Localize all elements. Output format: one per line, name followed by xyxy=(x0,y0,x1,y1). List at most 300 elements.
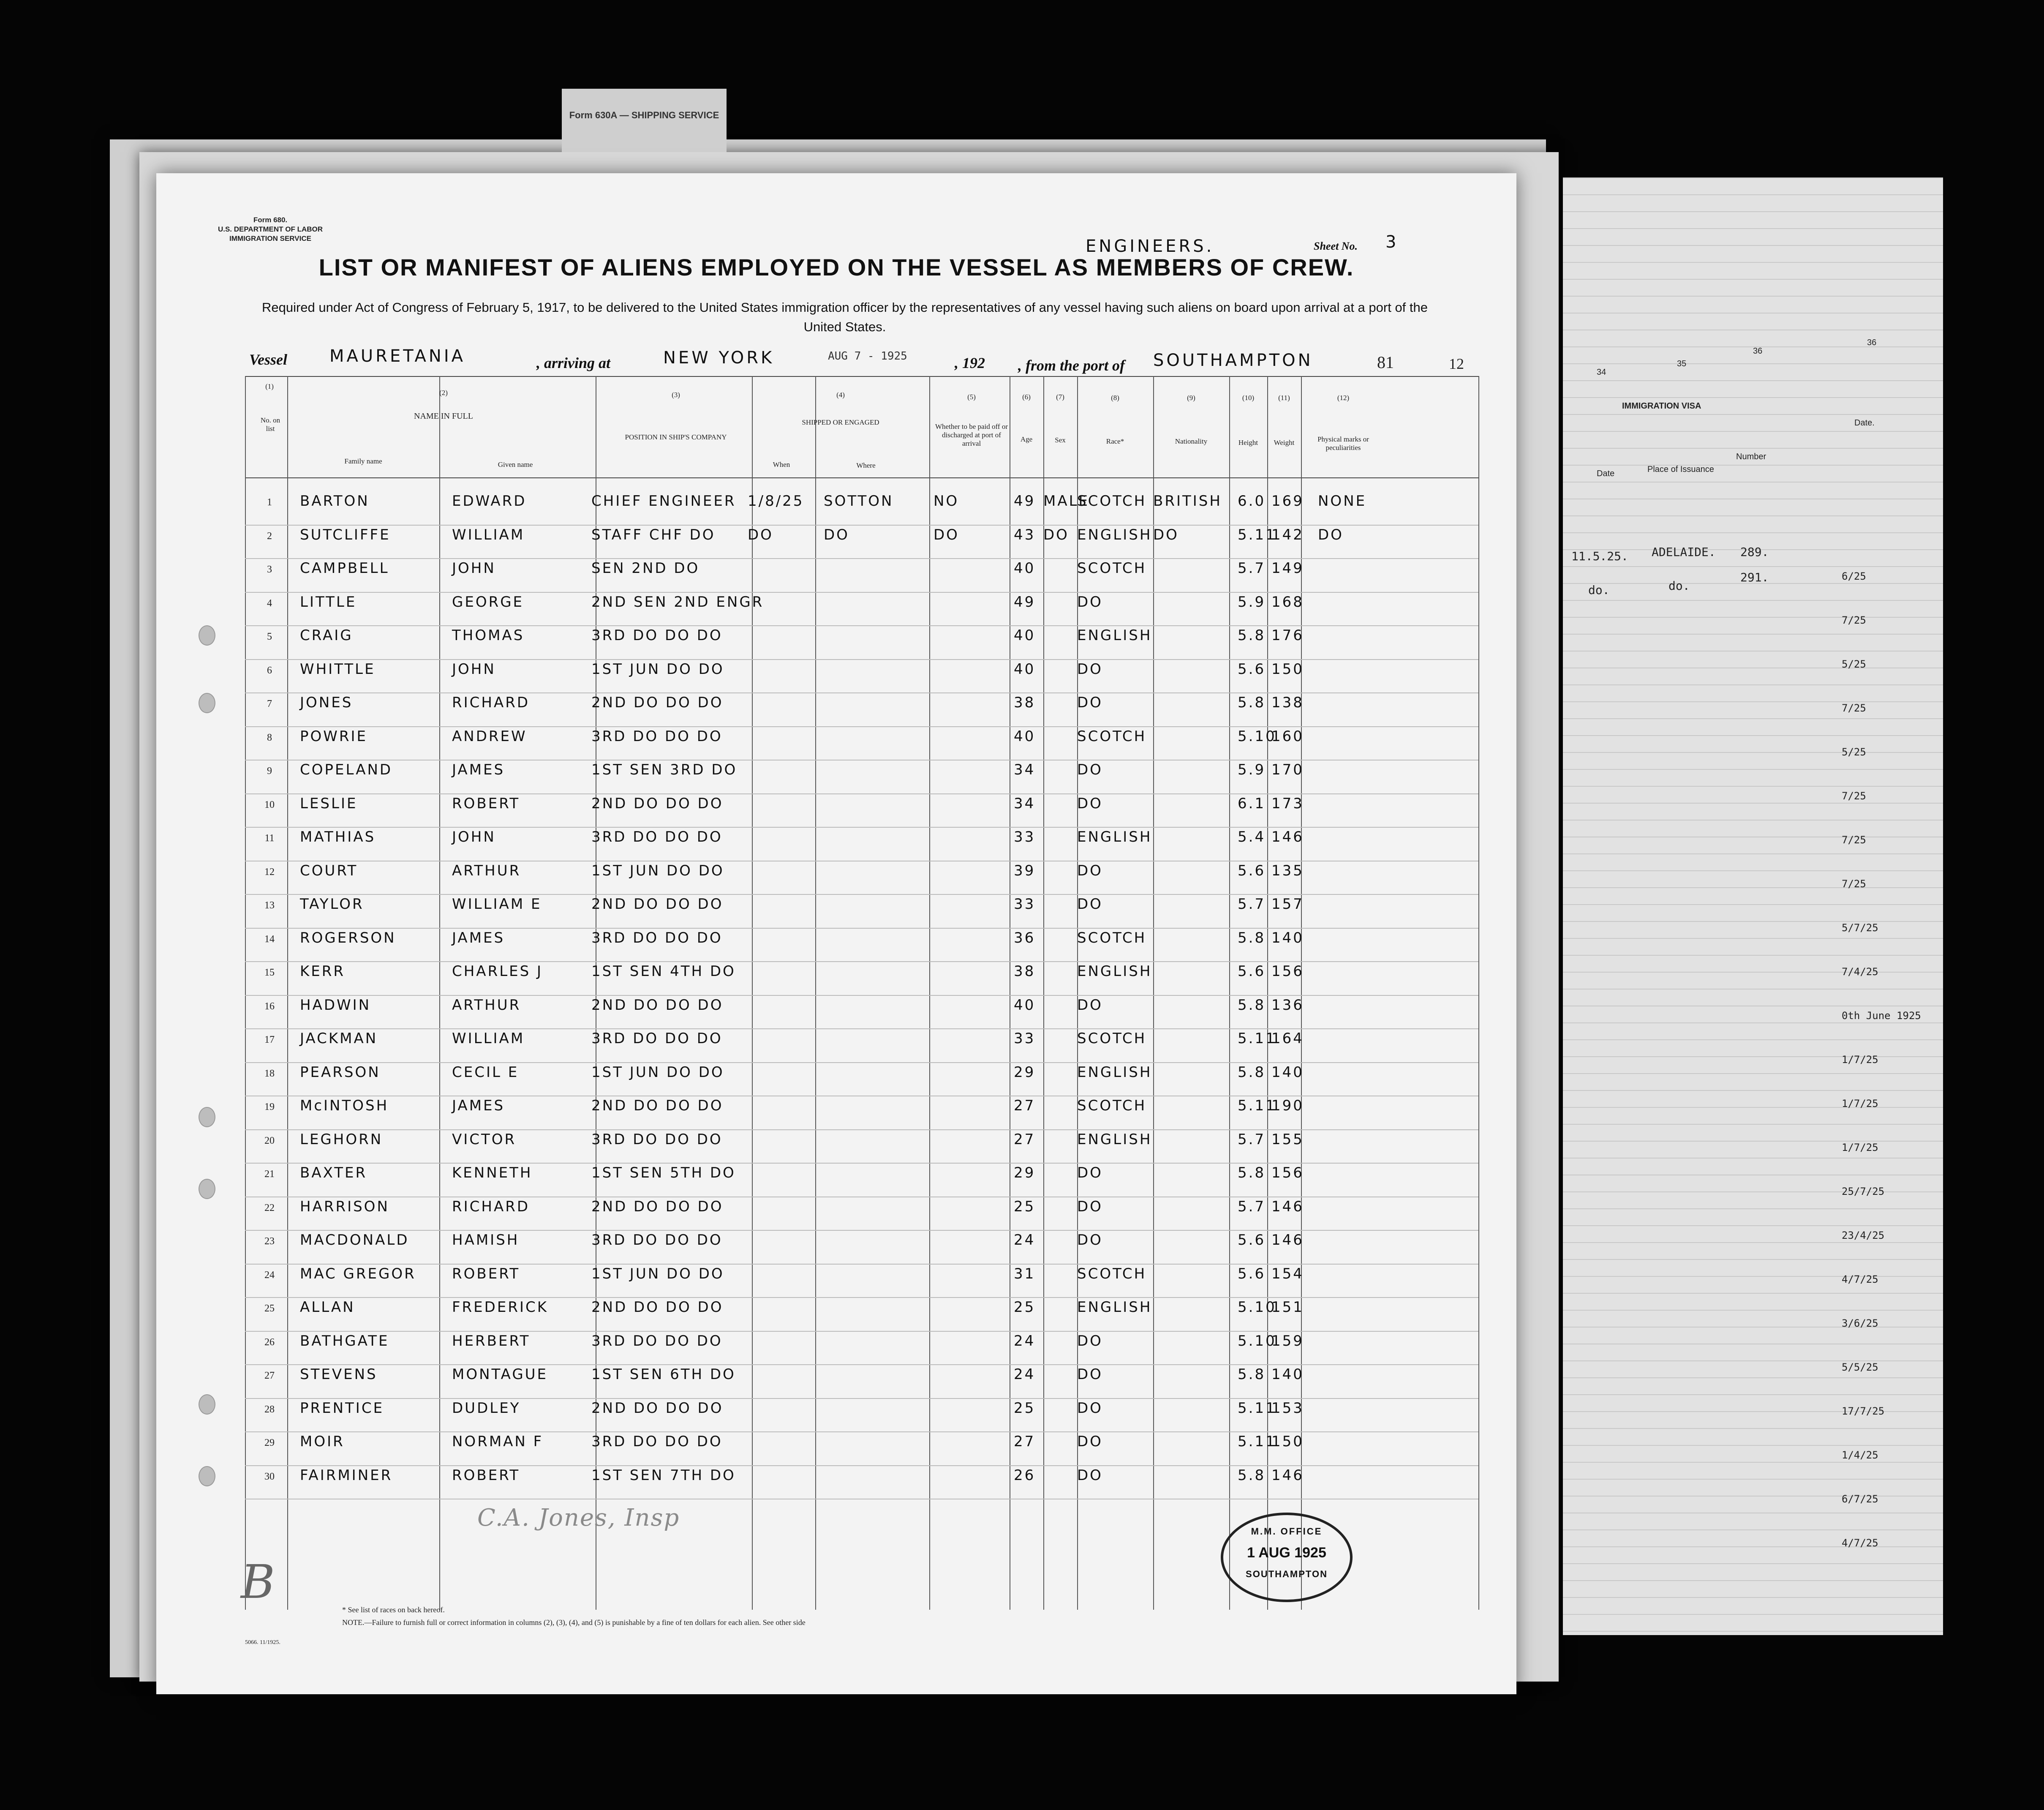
cell-given-name: CECIL E xyxy=(452,1063,519,1081)
row-rule xyxy=(245,1028,1478,1029)
cell-weight: 146 xyxy=(1271,1198,1304,1215)
from-port: SOUTHAMPTON xyxy=(1153,351,1313,370)
stamp-top: M.M. OFFICE xyxy=(1251,1526,1323,1537)
cell-race: ENGLISH xyxy=(1077,1131,1152,1148)
grid-line xyxy=(1563,887,1943,888)
grid-line xyxy=(1563,1225,1943,1226)
edge-date: 0th June 1925 xyxy=(1842,1010,1921,1022)
visa-row1-place: ADELAIDE. xyxy=(1652,545,1716,559)
row-number: 11 xyxy=(264,833,275,844)
office-stamp xyxy=(1221,1513,1353,1602)
grid-line xyxy=(1563,1276,1943,1277)
cell-position: 2ND DO DO DO xyxy=(591,896,724,913)
edge-date: 4/7/25 xyxy=(1842,1273,1878,1285)
row-number: 4 xyxy=(267,597,272,609)
cell-family-name: KERR xyxy=(300,963,346,980)
cell-position: 3RD DO DO DO xyxy=(591,1232,723,1248)
grid-line xyxy=(1563,1293,1943,1294)
col9-label: Nationality xyxy=(1175,437,1208,445)
cell-given-name: THOMAS xyxy=(452,627,525,644)
col6-num: (6) xyxy=(1022,393,1031,401)
page-title: LIST OR MANIFEST OF ALIENS EMPLOYED ON THE VESSEL AS MEMBERS OF CREW. xyxy=(318,254,1354,281)
grid-line xyxy=(1563,684,1943,685)
cell-height: 5.6 xyxy=(1238,862,1266,879)
cell-position: STAFF CHF DO xyxy=(591,526,716,543)
row-number: 14 xyxy=(264,933,275,945)
cell-family-name: JONES xyxy=(300,694,353,711)
row-rule xyxy=(245,894,1478,895)
cell-given-name: HAMISH xyxy=(452,1232,520,1248)
cell-height: 5.8 xyxy=(1238,694,1266,711)
row-rule xyxy=(245,1398,1478,1399)
cell-position: 2ND DO DO DO xyxy=(591,996,724,1014)
row-number: 16 xyxy=(264,1000,275,1012)
grid-line xyxy=(1563,1310,1943,1311)
cell-age: 31 xyxy=(1014,1265,1036,1282)
cell-family-name: MACDONALD xyxy=(300,1232,409,1248)
cell-height: 5.8 xyxy=(1238,1467,1266,1484)
cell-race: DO xyxy=(1077,1399,1103,1417)
edge-date: 6/7/25 xyxy=(1842,1493,1878,1505)
cell-race: DO xyxy=(1077,1232,1103,1248)
grid-line xyxy=(1563,1141,1943,1142)
penalty-note: NOTE.—Failure to furnish full or correct information in columns (2), (3), (4), and (5) is punishable by a fine of ten dollars for each alien. See other side xyxy=(342,1618,806,1627)
row-number: 23 xyxy=(264,1236,275,1247)
cell-age: 26 xyxy=(1014,1467,1036,1484)
grid-line xyxy=(1563,566,1943,567)
cell-given-name: JOHN xyxy=(452,560,496,577)
edge-date: 7/25 xyxy=(1842,614,1866,626)
punch-hole xyxy=(199,1466,215,1486)
grid-line xyxy=(1563,1631,1943,1632)
cell-race: DO xyxy=(1077,795,1103,812)
cell-position: 2ND DO DO DO xyxy=(591,1299,724,1316)
col11-label: Weight xyxy=(1274,439,1295,447)
row-number: 10 xyxy=(264,799,275,810)
row-rule xyxy=(245,1297,1478,1298)
column-rule xyxy=(752,376,753,1610)
cell-family-name: BAXTER xyxy=(300,1164,367,1181)
col3-num: (3) xyxy=(672,391,680,399)
grid-line xyxy=(1563,1208,1943,1209)
column-rule xyxy=(1478,376,1479,1610)
form-number: Form 680. xyxy=(253,216,288,224)
cell-given-name: ARTHUR xyxy=(452,862,521,879)
cell-given-name: ANDREW xyxy=(452,728,527,745)
cell-height: 5.11 xyxy=(1238,1097,1276,1114)
visa-row1-date: 11.5.25. xyxy=(1571,549,1628,563)
row-number: 9 xyxy=(267,766,272,777)
cell-physical-marks: DO xyxy=(1318,526,1344,543)
visa-row2-number: 291. xyxy=(1740,570,1769,584)
row-rule xyxy=(245,827,1478,828)
cell-position: CHIEF ENGINEER xyxy=(591,493,736,510)
cell-given-name: ROBERT xyxy=(452,1265,520,1282)
cell-weight: 168 xyxy=(1271,593,1304,611)
row-number: 6 xyxy=(267,665,272,676)
col-num-34: 34 xyxy=(1597,368,1606,377)
cell-height: 5.9 xyxy=(1238,761,1266,778)
row-number: 12 xyxy=(264,866,275,878)
cell-race: ENGLISH xyxy=(1077,1063,1152,1081)
grid-line xyxy=(1563,1056,1943,1057)
row-rule xyxy=(245,592,1478,593)
cell-height: 5.8 xyxy=(1238,1366,1266,1383)
cell-given-name: KENNETH xyxy=(452,1164,533,1181)
cell-height: 6.0 xyxy=(1238,493,1266,510)
row-number: 8 xyxy=(267,732,272,743)
cell-race: DO xyxy=(1077,1433,1103,1450)
cell-family-name: BATHGATE xyxy=(300,1332,389,1349)
grid-line xyxy=(1563,1107,1943,1108)
col1-num: (1) xyxy=(265,382,274,390)
cell-family-name: HADWIN xyxy=(300,996,371,1014)
cell-given-name: MONTAGUE xyxy=(452,1366,548,1383)
row-number: 30 xyxy=(264,1471,275,1482)
cell-race: DO xyxy=(1077,1198,1103,1215)
col11-num: (11) xyxy=(1278,394,1290,402)
cell-position: 3RD DO DO DO xyxy=(591,929,723,946)
grid-line xyxy=(1563,1158,1943,1159)
cell-shipped-where: SOTTON xyxy=(824,493,894,510)
cell-age: 39 xyxy=(1014,862,1036,879)
cell-family-name: STEVENS xyxy=(300,1366,378,1383)
row-number: 21 xyxy=(264,1169,275,1180)
col-num-36: 36 xyxy=(1753,346,1763,356)
cell-race: DO xyxy=(1077,694,1103,711)
cell-age: 27 xyxy=(1014,1097,1036,1114)
col9-num: (9) xyxy=(1187,394,1195,402)
cell-position: 2ND SEN 2ND ENGR xyxy=(591,593,764,611)
row-rule xyxy=(245,793,1478,794)
cell-age: 27 xyxy=(1014,1433,1036,1450)
punch-hole xyxy=(199,625,215,646)
cell-age: 29 xyxy=(1014,1164,1036,1181)
cell-age: 40 xyxy=(1014,996,1036,1014)
cell-age: 29 xyxy=(1014,1063,1036,1081)
cell-family-name: TAYLOR xyxy=(300,896,364,913)
punch-hole xyxy=(199,1394,215,1415)
col-num-36b: 36 xyxy=(1867,338,1877,347)
visa-date2-label: Date. xyxy=(1854,418,1875,428)
cell-position: SEN 2ND DO xyxy=(591,560,700,577)
cell-age: 25 xyxy=(1014,1299,1036,1316)
column-rule xyxy=(1043,376,1044,1610)
cell-nationality: BRITISH xyxy=(1153,493,1222,510)
cell-height: 5.10 xyxy=(1238,1332,1276,1349)
grid-line xyxy=(1563,431,1943,432)
voyage-number: 81 xyxy=(1377,353,1394,372)
cell-weight: 173 xyxy=(1271,795,1304,812)
department-handwritten: ENGINEERS. xyxy=(1086,237,1214,256)
cell-age: 49 xyxy=(1014,493,1036,510)
cell-race: DO xyxy=(1077,996,1103,1014)
grid-line xyxy=(1563,1580,1943,1581)
visa-date-label: Date xyxy=(1597,469,1615,478)
grid-line xyxy=(1563,465,1943,466)
cell-given-name: RICHARD xyxy=(452,1198,530,1215)
cell-family-name: MATHIAS xyxy=(300,829,376,845)
cell-family-name: HARRISON xyxy=(300,1198,389,1215)
row-rule xyxy=(245,558,1478,559)
col5-num: (5) xyxy=(967,393,976,401)
cell-family-name: ROGERSON xyxy=(300,929,396,946)
sheet-number: 3 xyxy=(1385,232,1399,252)
grid-line xyxy=(1563,1022,1943,1023)
cell-age: 24 xyxy=(1014,1366,1036,1383)
grid-line xyxy=(1563,1428,1943,1429)
cell-given-name: RICHARD xyxy=(452,694,530,711)
row-rule xyxy=(245,1163,1478,1164)
row-number: 24 xyxy=(264,1269,275,1281)
edge-date: 6/25 xyxy=(1842,570,1866,582)
column-rule xyxy=(245,376,246,1610)
cell-weight: 150 xyxy=(1271,660,1304,678)
row-rule xyxy=(245,995,1478,996)
edge-date: 17/7/25 xyxy=(1842,1405,1885,1417)
cell-age: 24 xyxy=(1014,1332,1036,1349)
col12-num: (12) xyxy=(1337,394,1350,402)
cell-race: DO xyxy=(1077,896,1103,913)
edge-date: 23/4/25 xyxy=(1842,1229,1885,1241)
cell-given-name: FREDERICK xyxy=(452,1299,549,1316)
cell-age: 33 xyxy=(1014,829,1036,845)
grid-line xyxy=(1563,1191,1943,1192)
cell-race: DO xyxy=(1077,1164,1103,1181)
cell-position: 3RD DO DO DO xyxy=(591,1433,723,1450)
cell-position: 2ND DO DO DO xyxy=(591,1399,724,1417)
from-port-label: , from the port of xyxy=(1018,357,1125,374)
adjacent-page-visa xyxy=(1563,177,1943,1635)
cell-height: 5.8 xyxy=(1238,627,1266,644)
cell-given-name: JAMES xyxy=(452,929,505,946)
cell-given-name: ROBERT xyxy=(452,795,520,812)
grid-line xyxy=(1563,1073,1943,1074)
table-top-rule xyxy=(245,376,1478,377)
visa-place-label: Place of Issuance xyxy=(1647,465,1714,474)
voyage-number-2: 12 xyxy=(1449,355,1464,372)
cell-position: 1ST JUN DO DO xyxy=(591,862,724,879)
col2-family: Family name xyxy=(344,457,382,465)
vessel-label: Vessel xyxy=(249,351,287,368)
arriving-port: NEW YORK xyxy=(663,348,775,368)
grid-line xyxy=(1563,1242,1943,1243)
cell-height: 5.10 xyxy=(1238,1299,1276,1316)
col6-label: Age xyxy=(1020,435,1033,443)
cell-height: 6.1 xyxy=(1238,795,1266,812)
page-subtitle: Required under Act of Congress of February 5, 1917, to be delivered to the United States immigration officer by the representatives of any vessel having such aliens on board upon arrival at a port of the United States. xyxy=(261,300,1428,334)
cell-position: 2ND DO DO DO xyxy=(591,1097,724,1114)
grid-line xyxy=(1563,1411,1943,1412)
cell-family-name: PRENTICE xyxy=(300,1399,384,1417)
grid-line xyxy=(1563,1360,1943,1361)
grid-line xyxy=(1563,1124,1943,1125)
cell-family-name: POWRIE xyxy=(300,728,368,745)
cell-given-name: JAMES xyxy=(452,761,505,778)
grid-line xyxy=(1563,397,1943,398)
grid-line xyxy=(1563,870,1943,871)
edge-date: 25/7/25 xyxy=(1842,1186,1885,1197)
cell-weight: 169 xyxy=(1271,493,1304,510)
cell-height: 5.8 xyxy=(1238,929,1266,946)
form-tab-label xyxy=(562,89,727,152)
cell-height: 5.7 xyxy=(1238,1131,1266,1148)
row-number: 5 xyxy=(267,631,272,642)
row-rule xyxy=(245,1465,1478,1466)
cell-age: 34 xyxy=(1014,761,1036,778)
edge-date: 1/7/25 xyxy=(1842,1098,1878,1109)
cell-sex: DO xyxy=(1043,526,1069,543)
form-department: U.S. DEPARTMENT OF LABOR xyxy=(218,225,323,233)
edge-date: 7/25 xyxy=(1842,790,1866,802)
row-rule xyxy=(245,1431,1478,1432)
arriving-label: , arriving at xyxy=(536,354,611,371)
cell-position: 3RD DO DO DO xyxy=(591,728,723,745)
cell-race: SCOTCH xyxy=(1077,493,1147,510)
edge-date: 5/7/25 xyxy=(1842,922,1878,934)
grid-line xyxy=(1563,363,1943,364)
grid-line xyxy=(1563,718,1943,719)
cell-height: 5.7 xyxy=(1238,1198,1266,1215)
grid-line xyxy=(1563,262,1943,263)
cell-weight: 156 xyxy=(1271,1164,1304,1181)
grid-line xyxy=(1563,955,1943,956)
column-rule xyxy=(1229,376,1230,1610)
grid-line xyxy=(1563,769,1943,770)
cell-age: 40 xyxy=(1014,660,1036,678)
cell-family-name: MOIR xyxy=(300,1433,345,1450)
cell-weight: 146 xyxy=(1271,1232,1304,1248)
row-rule xyxy=(245,625,1478,626)
grid-line xyxy=(1563,1479,1943,1480)
row-rule xyxy=(245,1129,1478,1130)
cell-race: DO xyxy=(1077,1366,1103,1383)
form-service: IMMIGRATION SERVICE xyxy=(229,234,311,243)
stamp-date: 1 AUG 1925 xyxy=(1247,1545,1326,1561)
grid-line xyxy=(1563,532,1943,533)
cell-given-name: HERBERT xyxy=(452,1332,531,1349)
grid-line xyxy=(1563,1377,1943,1378)
cell-position: 1ST SEN 5TH DO xyxy=(591,1164,736,1181)
cell-height: 5.10 xyxy=(1238,728,1276,745)
cell-height: 5.9 xyxy=(1238,593,1266,611)
row-number: 18 xyxy=(264,1068,275,1079)
row-rule xyxy=(245,1364,1478,1365)
cell-given-name: WILLIAM E xyxy=(452,896,542,913)
grid-line xyxy=(1563,853,1943,854)
grid-line xyxy=(1563,735,1943,736)
form-identifier xyxy=(215,215,325,243)
cell-age: 33 xyxy=(1014,1030,1036,1047)
cell-position: 3RD DO DO DO xyxy=(591,1131,723,1148)
cell-weight: 140 xyxy=(1271,1366,1304,1383)
grid-line xyxy=(1563,803,1943,804)
cell-age: 38 xyxy=(1014,694,1036,711)
row-number: 27 xyxy=(264,1370,275,1381)
cell-age: 40 xyxy=(1014,728,1036,745)
row-number: 1 xyxy=(267,497,272,508)
cell-family-name: ALLAN xyxy=(300,1299,355,1316)
cell-family-name: PEARSON xyxy=(300,1063,381,1081)
cell-race: SCOTCH xyxy=(1077,1265,1147,1282)
visa-number-label: Number xyxy=(1736,452,1766,461)
cell-weight: 164 xyxy=(1271,1030,1304,1047)
cell-height: 5.6 xyxy=(1238,1232,1266,1248)
grid-line xyxy=(1563,177,1943,178)
col4-when: When xyxy=(773,461,790,469)
col10-label: Height xyxy=(1238,439,1258,447)
visa-row1-number: 289. xyxy=(1740,545,1769,559)
edge-date: 7/25 xyxy=(1842,878,1866,890)
cell-weight: 155 xyxy=(1271,1131,1304,1148)
edge-date: 3/6/25 xyxy=(1842,1317,1878,1329)
row-number: 3 xyxy=(267,564,272,575)
grid-line xyxy=(1563,1327,1943,1328)
cell-family-name: FAIRMINER xyxy=(300,1467,393,1484)
cell-race: DO xyxy=(1077,1332,1103,1349)
form-tab-text: Form 630A — SHIPPING SERVICE xyxy=(569,110,719,120)
vessel-name: MAURETANIA xyxy=(329,346,465,366)
cell-height: 5.7 xyxy=(1238,896,1266,913)
grid-line xyxy=(1563,1614,1943,1615)
cell-position: 3RD DO DO DO xyxy=(591,829,723,845)
row-number: 15 xyxy=(264,967,275,978)
grid-line xyxy=(1563,904,1943,905)
punch-hole xyxy=(199,1107,215,1127)
grid-line xyxy=(1563,1445,1943,1446)
cell-family-name: McINTOSH xyxy=(300,1097,389,1114)
cell-weight: 135 xyxy=(1271,862,1304,879)
column-rule xyxy=(287,376,288,1610)
grid-line xyxy=(1563,515,1943,516)
cell-weight: 176 xyxy=(1271,627,1304,644)
cell-sex: MALE xyxy=(1043,493,1090,510)
cell-position: 2ND DO DO DO xyxy=(591,795,724,812)
cell-race: ENGLISH xyxy=(1077,627,1152,644)
visa-row2-place: do. xyxy=(1668,579,1690,593)
grid-line xyxy=(1563,972,1943,973)
grid-line xyxy=(1563,1462,1943,1463)
cell-race: DO xyxy=(1077,593,1103,611)
col2-num: (2) xyxy=(439,389,448,397)
cell-given-name: DUDLEY xyxy=(452,1399,521,1417)
cell-shipped-when: 1/8/25 xyxy=(748,493,804,510)
cell-age: 25 xyxy=(1014,1399,1036,1417)
row-number: 13 xyxy=(264,900,275,911)
col12-label: Physical marks or peculiarities xyxy=(1317,435,1369,452)
cell-position: 1ST SEN 3RD DO xyxy=(591,761,738,778)
cell-weight: 156 xyxy=(1271,963,1304,980)
cell-race: SCOTCH xyxy=(1077,1030,1147,1047)
row-number: 29 xyxy=(264,1437,275,1448)
cell-race: SCOTCH xyxy=(1077,560,1147,577)
grid-line xyxy=(1563,921,1943,922)
punch-hole xyxy=(199,693,215,713)
row-rule xyxy=(245,1230,1478,1231)
row-rule xyxy=(245,525,1478,526)
cell-physical-marks: NONE xyxy=(1318,493,1367,510)
cell-weight: 136 xyxy=(1271,996,1304,1014)
edge-date: 1/7/25 xyxy=(1842,1142,1878,1153)
cell-race: ENGLISH xyxy=(1077,829,1152,845)
cell-age: 25 xyxy=(1014,1198,1036,1215)
cell-race: ENGLISH xyxy=(1077,963,1152,980)
cell-given-name: CHARLES J xyxy=(452,963,543,980)
edge-date: 5/25 xyxy=(1842,658,1866,670)
cell-given-name: NORMAN F xyxy=(452,1433,544,1450)
col4-label: SHIPPED OR ENGAGED xyxy=(802,418,879,426)
grid-line xyxy=(1563,228,1943,229)
